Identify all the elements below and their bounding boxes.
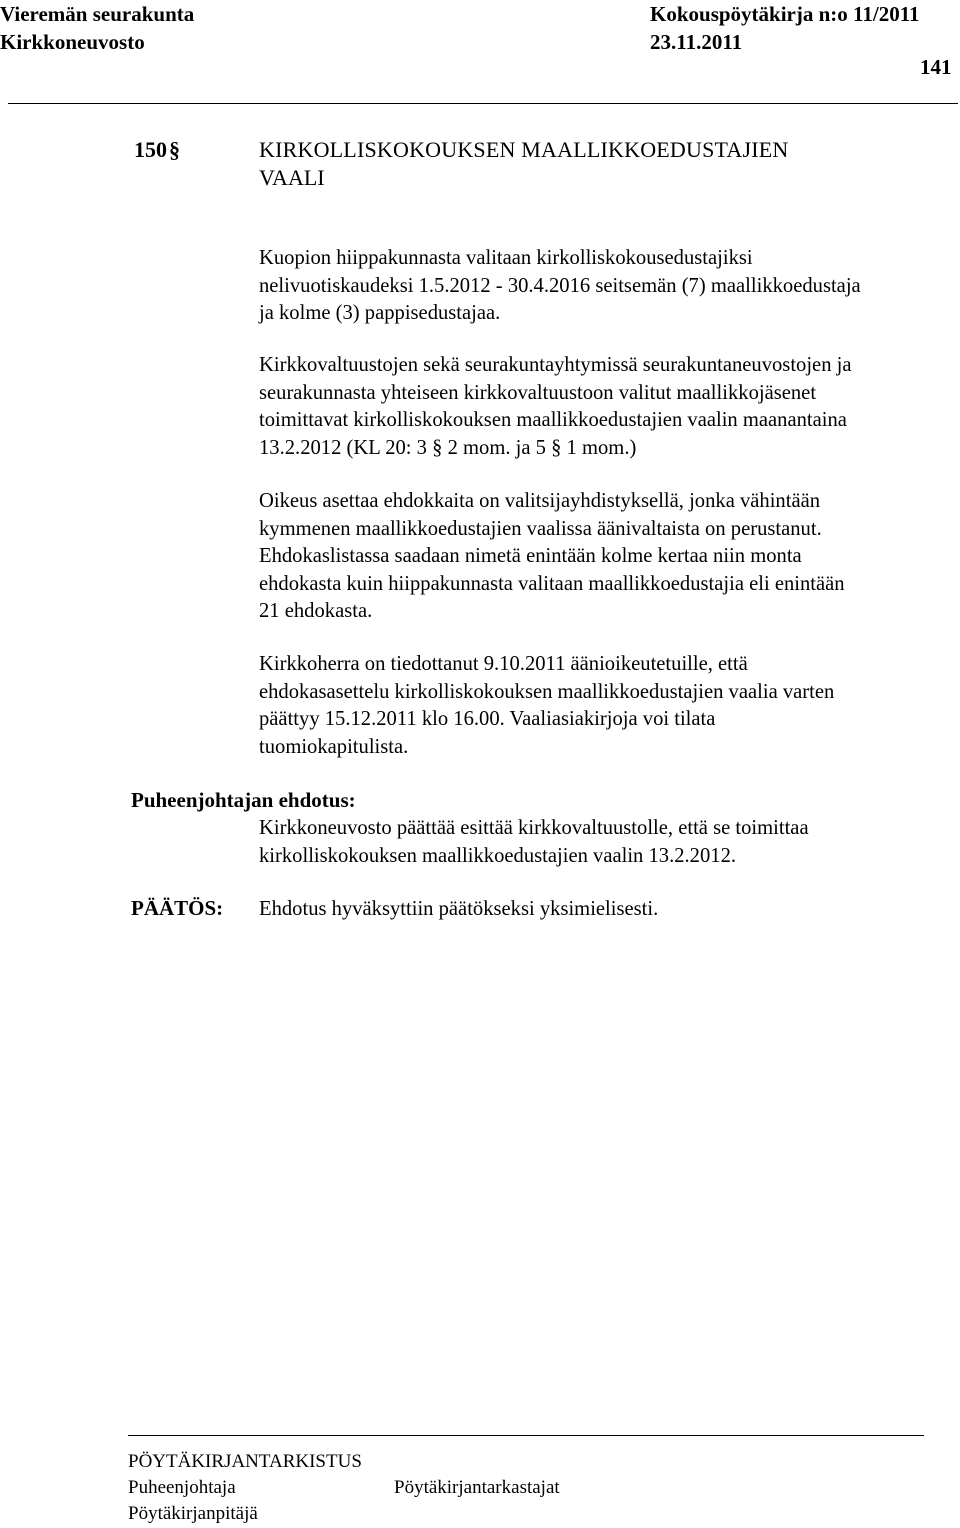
footer-chair: Puheenjohtaja [128, 1477, 236, 1498]
page-number: 141 [920, 55, 952, 79]
footer-title: PÖYTÄKIRJANTARKISTUS [128, 1451, 362, 1472]
paragraph-4 [259, 651, 949, 761]
paragraph-line: 13.2.2012 (KL 20: 3 § 2 mom. ja 5 § 1 mom.) [259, 436, 637, 459]
header-doc-title: Kokouspöytäkirja n:o 11/2011 [650, 2, 920, 26]
proposal-label: Puheenjohtajan ehdotus: [131, 788, 356, 812]
paragraph-line: ehdokasasettelu kirkolliskokouksen maallikkoedustajien vaalia varten [259, 680, 835, 703]
paragraph-line: Kirkkoherra on tiedottanut 9.10.2011 äänioikeutetuille, että [259, 653, 748, 675]
paragraph-line: 21 ehdokasta. [259, 600, 373, 622]
paragraph-1 [259, 245, 949, 328]
section-number-value: 150 [134, 137, 167, 162]
paragraph-3 [259, 488, 949, 626]
paragraph-line: Kirkkovaltuustojen sekä seurakuntayhtymissä seurakuntaneuvostojen ja [259, 354, 852, 376]
paragraph-sign: § [169, 137, 180, 162]
header-rule [8, 103, 958, 104]
section-number [134, 135, 180, 165]
paragraph-line: Oikeus asettaa ehdokkaita on valitsijayhdistyksellä, jonka vähintään [259, 490, 821, 512]
paragraph-line: ehdokasta kuin hiippakunnasta valitaan maallikkoedustajia eli enintään [259, 572, 845, 595]
paragraph-line: Ehdokaslistassa saadaan nimetä enintään kolme kertaa niin monta [259, 545, 802, 567]
header-date: 23.11.2011 [650, 30, 743, 54]
paragraph-line: toimittavat kirkolliskokouksen maallikkoedustajien vaalin maanantaina [259, 409, 847, 431]
paragraph-line: kymmenen maallikkoedustajien vaalissa äänivaltaista on perustanut. [259, 517, 822, 540]
paragraph-line: päättyy 15.12.2011 klo 16.00. Vaaliasiakirjoja voi tilata [259, 708, 716, 730]
footer-secretary: Pöytäkirjanpitäjä [128, 1503, 258, 1524]
proposal-line-1: Kirkkoneuvosto päättää esittää kirkkovaltuustolle, että se toimittaa [259, 817, 809, 839]
paragraph-line: nelivuotiskaudeksi 1.5.2012 - 30.4.2016 seitsemän (7) maallikkoedustaja [259, 274, 861, 297]
paragraph-line: ja kolme (3) pappisedustajaa. [259, 302, 501, 324]
header-body: Kirkkoneuvosto [0, 30, 145, 54]
proposal-line-2: kirkolliskokouksen maallikkoedustajien vaalin 13.2.2012. [259, 845, 737, 867]
signature-rule [128, 1435, 924, 1436]
header-org: Vieremän seurakunta [0, 2, 195, 26]
decision-label: PÄÄTÖS: [131, 896, 224, 920]
section-title-line1: KIRKOLLISKOKOUKSEN MAALLIKKOEDUSTAJIEN [259, 137, 789, 162]
paragraph-line: tuomiokapitulista. [259, 735, 409, 758]
paragraph-line: seurakunnasta yhteiseen kirkkovaltuustoon valitut maallikkojäsenet [259, 381, 817, 404]
footer-checkers: Pöytäkirjantarkastajat [394, 1477, 560, 1498]
paragraph-2 [259, 352, 949, 462]
paragraph-line: Kuopion hiippakunnasta valitaan kirkolliskokousedustajiksi [259, 247, 753, 269]
section-title-line2: VAALI [259, 165, 325, 190]
decision-text: Ehdotus hyväksyttiin päätökseksi yksimielisesti. [259, 898, 659, 920]
